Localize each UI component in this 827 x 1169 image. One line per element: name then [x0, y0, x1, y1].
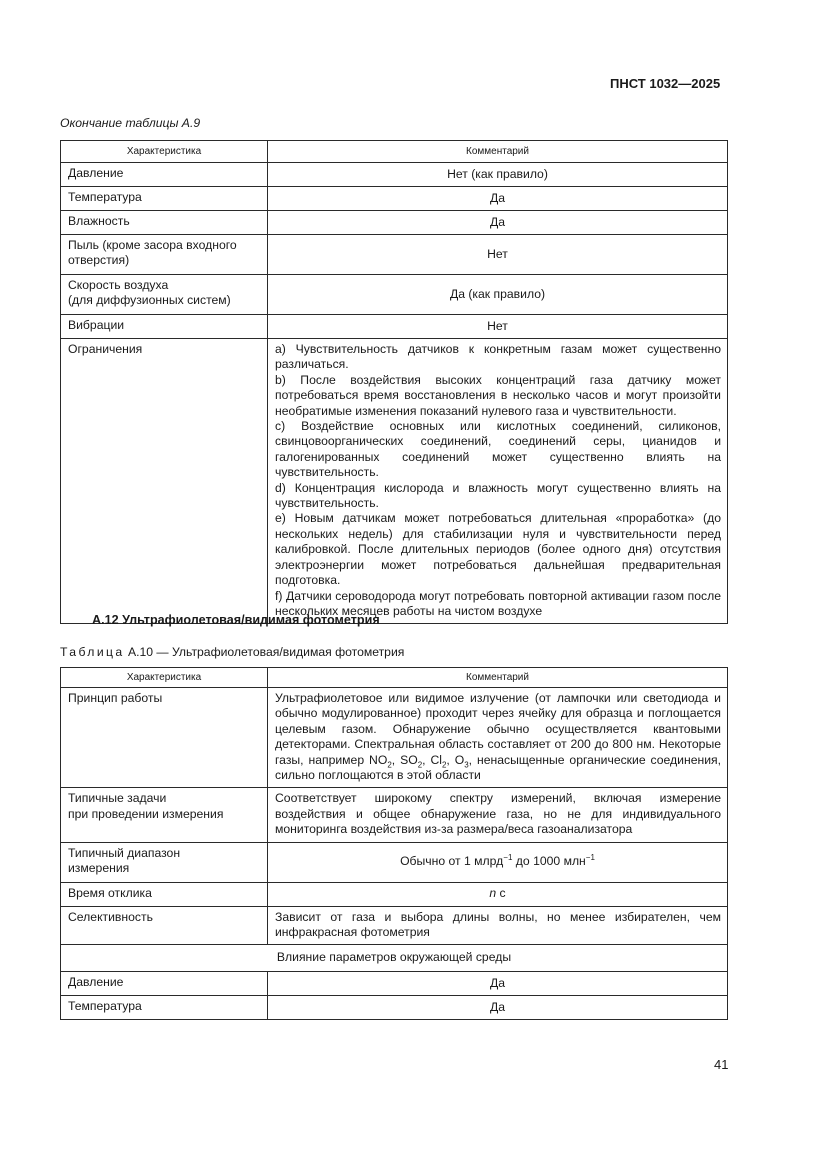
row-value: Соответствует широкому спектру измерений, включая измерение воздействия и общее обнаружение газа, но не для индивидуального мониторинга воздействия из-за размера/веса газоанализатора — [268, 788, 728, 842]
superscript: −1 — [503, 853, 513, 863]
table-row — [61, 788, 728, 842]
caption-rest: А.10 — Ультрафиолетовая/видимая фотометрия — [124, 645, 405, 659]
row-value: Нет — [268, 235, 728, 275]
row-name — [61, 275, 268, 315]
row-name: Принцип работы — [61, 688, 268, 788]
row-name — [61, 788, 268, 842]
document-code: ПНСТ 1032—2025 — [610, 76, 721, 91]
table-a10-caption — [60, 645, 404, 659]
row-value: Да — [268, 187, 728, 211]
text-segment: до 1000 млн — [512, 854, 586, 869]
table-a10 — [60, 667, 728, 1020]
row-name: Влажность — [61, 211, 268, 235]
section-heading: А.12 Ультрафиолетовая/видимая фотометрия — [92, 613, 380, 627]
table-section-row — [61, 945, 728, 971]
text-segment: , Cl — [422, 752, 442, 767]
row-name: Давление — [61, 971, 268, 995]
subscript: 3 — [464, 760, 469, 770]
table-a9-caption: Окончание таблицы А.9 — [60, 116, 201, 130]
row-value: Да — [268, 971, 728, 995]
table-header-row — [61, 141, 728, 163]
text-segment: Обычно от 1 млрд — [400, 854, 504, 869]
table-header-row — [61, 668, 728, 688]
table-row — [61, 995, 728, 1019]
environment-header: Влияние параметров окружающей среды — [61, 945, 728, 971]
limitation-item: d) Концентрация кислорода и влажность могут существенно влиять на чувствительность. — [275, 480, 721, 511]
text-segment: с — [496, 886, 506, 901]
text-segment: Ультрафиолетовое или видимое излучение (от лампочки или светодиода и обычно модулированное) проходит через ячейку для образца и поглощается целевым газом. Обнаружение обычно осуществляется квантовыми детекторами. Спектральная область составляет от 200 до 800 нм. Некоторые газы, например NO — [275, 691, 721, 767]
text-segment: , SO — [391, 752, 418, 767]
row-name-line: Типичный диапазон — [68, 845, 181, 860]
row-value — [268, 842, 728, 882]
subscript: 2 — [417, 760, 423, 770]
table-row — [61, 235, 728, 275]
row-name — [61, 842, 268, 882]
header-comment: Комментарий — [268, 668, 728, 688]
limitation-item: b) После воздействия высоких концентраций газа датчику может потребоваться время восстановления в несколько часов и могут произойти необратимые изменения показаний нулевого газа и чувствительности. — [275, 372, 721, 418]
superscript: −1 — [585, 853, 595, 863]
row-value — [268, 882, 728, 906]
row-value: Да — [268, 211, 728, 235]
caption-prefix: Таблица — [60, 645, 125, 659]
table-row — [61, 315, 728, 339]
row-value: Да (как правило) — [268, 275, 728, 315]
header-comment: Комментарий — [268, 141, 728, 163]
limitation-item: a) Чувствительность датчиков к конкретным газам может существенно различаться. — [275, 342, 721, 372]
table-row — [61, 211, 728, 235]
limitation-item: e) Новым датчикам может потребоваться длительная «проработка» (до нескольких недель) для стабилизации нуля и чувствительности перед калибровкой. После длительных периодов (более одного дня) отсутствия электроэнергии может потребоваться дальнейшая предварительная подготовка. — [275, 511, 721, 588]
row-value — [268, 688, 728, 788]
table-a9 — [60, 140, 728, 624]
table-row — [61, 187, 728, 211]
table-row — [61, 275, 728, 315]
text-segment: , O — [446, 752, 465, 767]
table-row — [61, 163, 728, 187]
row-value: Да — [268, 995, 728, 1019]
table-row — [61, 971, 728, 995]
row-name-line: Типичные задачи — [68, 791, 167, 806]
row-name: Температура — [61, 187, 268, 211]
row-name: Ограничения — [61, 339, 268, 624]
table-row-limitations — [61, 339, 728, 624]
row-name-line: (для диффузионных систем) — [68, 293, 231, 308]
row-name-line: Скорость воздуха — [68, 278, 169, 292]
row-name: Давление — [61, 163, 268, 187]
limitation-item: c) Воздействие основных или кислотных соединений, силиконов, свинцовоорганических соединений, соединений серы, цианидов и галогенированных соединений может существенно влиять на чувствительность. — [275, 419, 721, 480]
subscript: 2 — [387, 760, 392, 770]
text-segment: n — [489, 886, 497, 901]
table-row — [61, 842, 728, 882]
row-name-line: при проведении измерения — [68, 806, 224, 821]
limitation-item: f) Датчики сероводорода могут потребовать повторной активации газом после нескольких месяцев работы на чистом воздухе — [275, 588, 721, 618]
page-number: 41 — [714, 1057, 729, 1072]
table-row — [61, 688, 728, 788]
text-segment: , ненасыщенные органические соединения, сильно поглощаются в этой области — [275, 752, 721, 783]
row-name: Время отклика — [61, 882, 268, 906]
row-value: Зависит от газа и выбора длины волны, но менее избирателен, чем инфракрасная фотометрия — [268, 906, 728, 945]
table-row — [61, 882, 728, 906]
row-name: Температура — [61, 995, 268, 1019]
subscript: 2 — [441, 760, 447, 770]
row-name: Пыль (кроме засора входного отверстия) — [61, 235, 268, 275]
header-characteristic: Характеристика — [61, 668, 268, 688]
row-name: Вибрации — [61, 315, 268, 339]
row-name: Селективность — [61, 906, 268, 945]
table-row — [61, 906, 728, 945]
row-value: Нет (как правило) — [268, 163, 728, 187]
row-name-line: измерения — [68, 861, 130, 876]
row-value: Нет — [268, 315, 728, 339]
limitations-list — [268, 339, 728, 624]
header-characteristic: Характеристика — [61, 141, 268, 163]
